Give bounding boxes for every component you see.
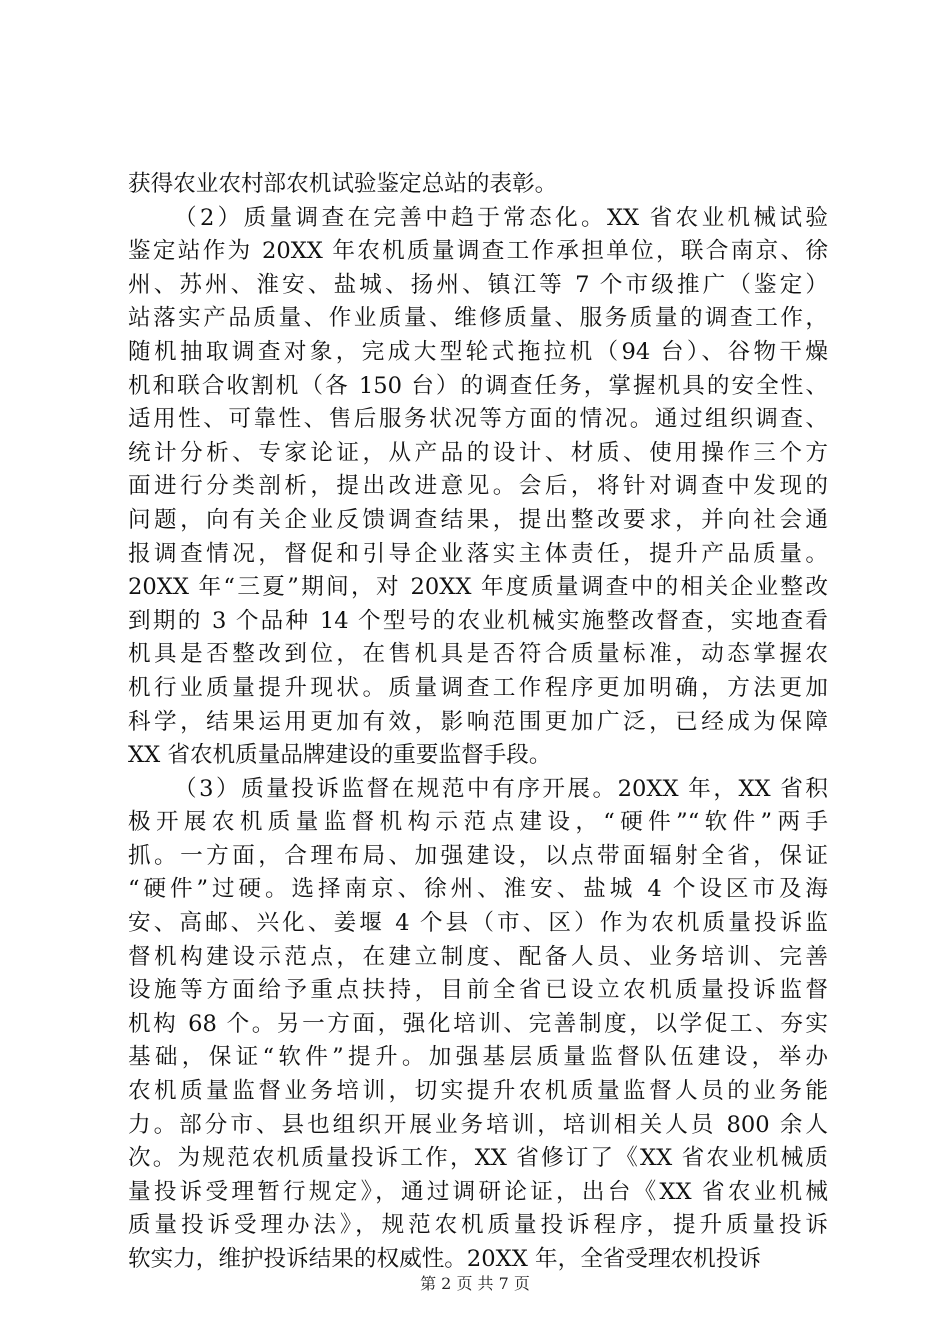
paragraph (128, 202, 828, 773)
text-line: 随机抽取调查对象，完成大型轮式拖拉机（94 台）、谷物干燥 (128, 338, 828, 365)
text-line: 适用性、可靠性、售后服务状况等方面的情况。通过组织调查、 (128, 406, 828, 433)
text-line: 软实力，维护投诉结果的权威性。20XX 年，全省受理农机投诉 (128, 1246, 761, 1272)
text-line: 基础，保证“软件”提升。加强基层质量监督队伍建设，举办 (128, 1044, 828, 1071)
text-line: 力。部分市、县也组织开展业务培训，培训相关人员 800 余人 (128, 1111, 828, 1138)
text-line: 安、高邮、兴化、姜堰 4 个县（市、区）作为农机质量投诉监 (128, 910, 828, 937)
text-line: 获得农业农村部农机试验鉴定总站的表彰。 (128, 171, 558, 197)
text-line: 到期的 3 个品种 14 个型号的农业机械实施整改督查，实地查看 (128, 607, 828, 634)
text-line: 鉴定站作为 20XX 年农机质量调查工作承担单位，联合南京、徐 (128, 238, 828, 265)
text-line: 极开展农机质量监督机构示范点建设，“硬件”“软件”两手 (128, 809, 828, 836)
text-line: 报调查情况，督促和引导企业落实主体责任，提升产品质量。 (128, 540, 828, 567)
text-line: 次。为规范农机质量投诉工作，XX 省修订了《XX 省农业机械质 (128, 1145, 828, 1172)
text-line: 机和联合收割机（各 150 台）的调查任务，掌握机具的安全性、 (128, 372, 828, 399)
text-line: 农机质量监督业务培训，切实提升农机质量监督人员的业务能 (128, 1078, 828, 1105)
text-line: 质量投诉受理办法》，规范农机质量投诉程序，提升质量投诉 (128, 1212, 828, 1239)
text-line: 科学，结果运用更加有效，影响范围更加广泛，已经成为保障 (128, 708, 828, 735)
paragraph (128, 168, 828, 202)
paragraph (128, 773, 828, 1277)
text-line: 抓。一方面，合理布局、加强建设，以点带面辐射全省，保证 (128, 842, 828, 869)
text-line: （3）质量投诉监督在规范中有序开展。20XX 年，XX 省积 (174, 775, 828, 802)
text-line: 机行业质量提升现状。质量调查工作程序更加明确，方法更加 (128, 674, 828, 701)
text-line: 统计分析、专家论证，从产品的设计、材质、使用操作三个方 (128, 439, 828, 466)
text-line: XX 省农机质量品牌建设的重要监督手段。 (128, 742, 552, 769)
text-line: “硬件”过硬。选择南京、徐州、淮安、盐城 4 个设区市及海 (128, 876, 828, 903)
page-number: 第 2 页 共 7 页 (420, 1274, 530, 1293)
text-line: 机构 68 个。另一方面，强化培训、完善制度，以学促工、夯实 (128, 1010, 828, 1037)
text-line: 州、苏州、淮安、盐城、扬州、镇江等 7 个市级推广（鉴定） (128, 271, 828, 298)
text-line: 督机构建设示范点，在建立制度、配备人员、业务培训、完善 (128, 943, 828, 970)
text-line: 面进行分类剖析，提出改进意见。会后，将针对调查中发现的 (128, 473, 828, 500)
text-line: 问题，向有关企业反馈调查结果，提出整改要求，并向社会通 (128, 506, 828, 533)
text-line: 设施等方面给予重点扶持，目前全省已设立农机质量投诉监督 (128, 977, 828, 1004)
text-line: 20XX 年“三夏”期间，对 20XX 年度质量调查中的相关企业整改 (128, 574, 828, 601)
document-body (128, 168, 828, 1277)
text-line: 站落实产品质量、作业质量、维修质量、服务质量的调查工作， (128, 305, 828, 332)
text-line: （2）质量调查在完善中趋于常态化。XX 省农业机械试验 (174, 204, 828, 231)
page-footer (0, 1274, 950, 1294)
text-line: 机具是否整改到位，在售机具是否符合质量标准，动态掌握农 (128, 641, 828, 668)
text-line: 量投诉受理暂行规定》，通过调研论证，出台《XX 省农业机械 (128, 1178, 828, 1205)
